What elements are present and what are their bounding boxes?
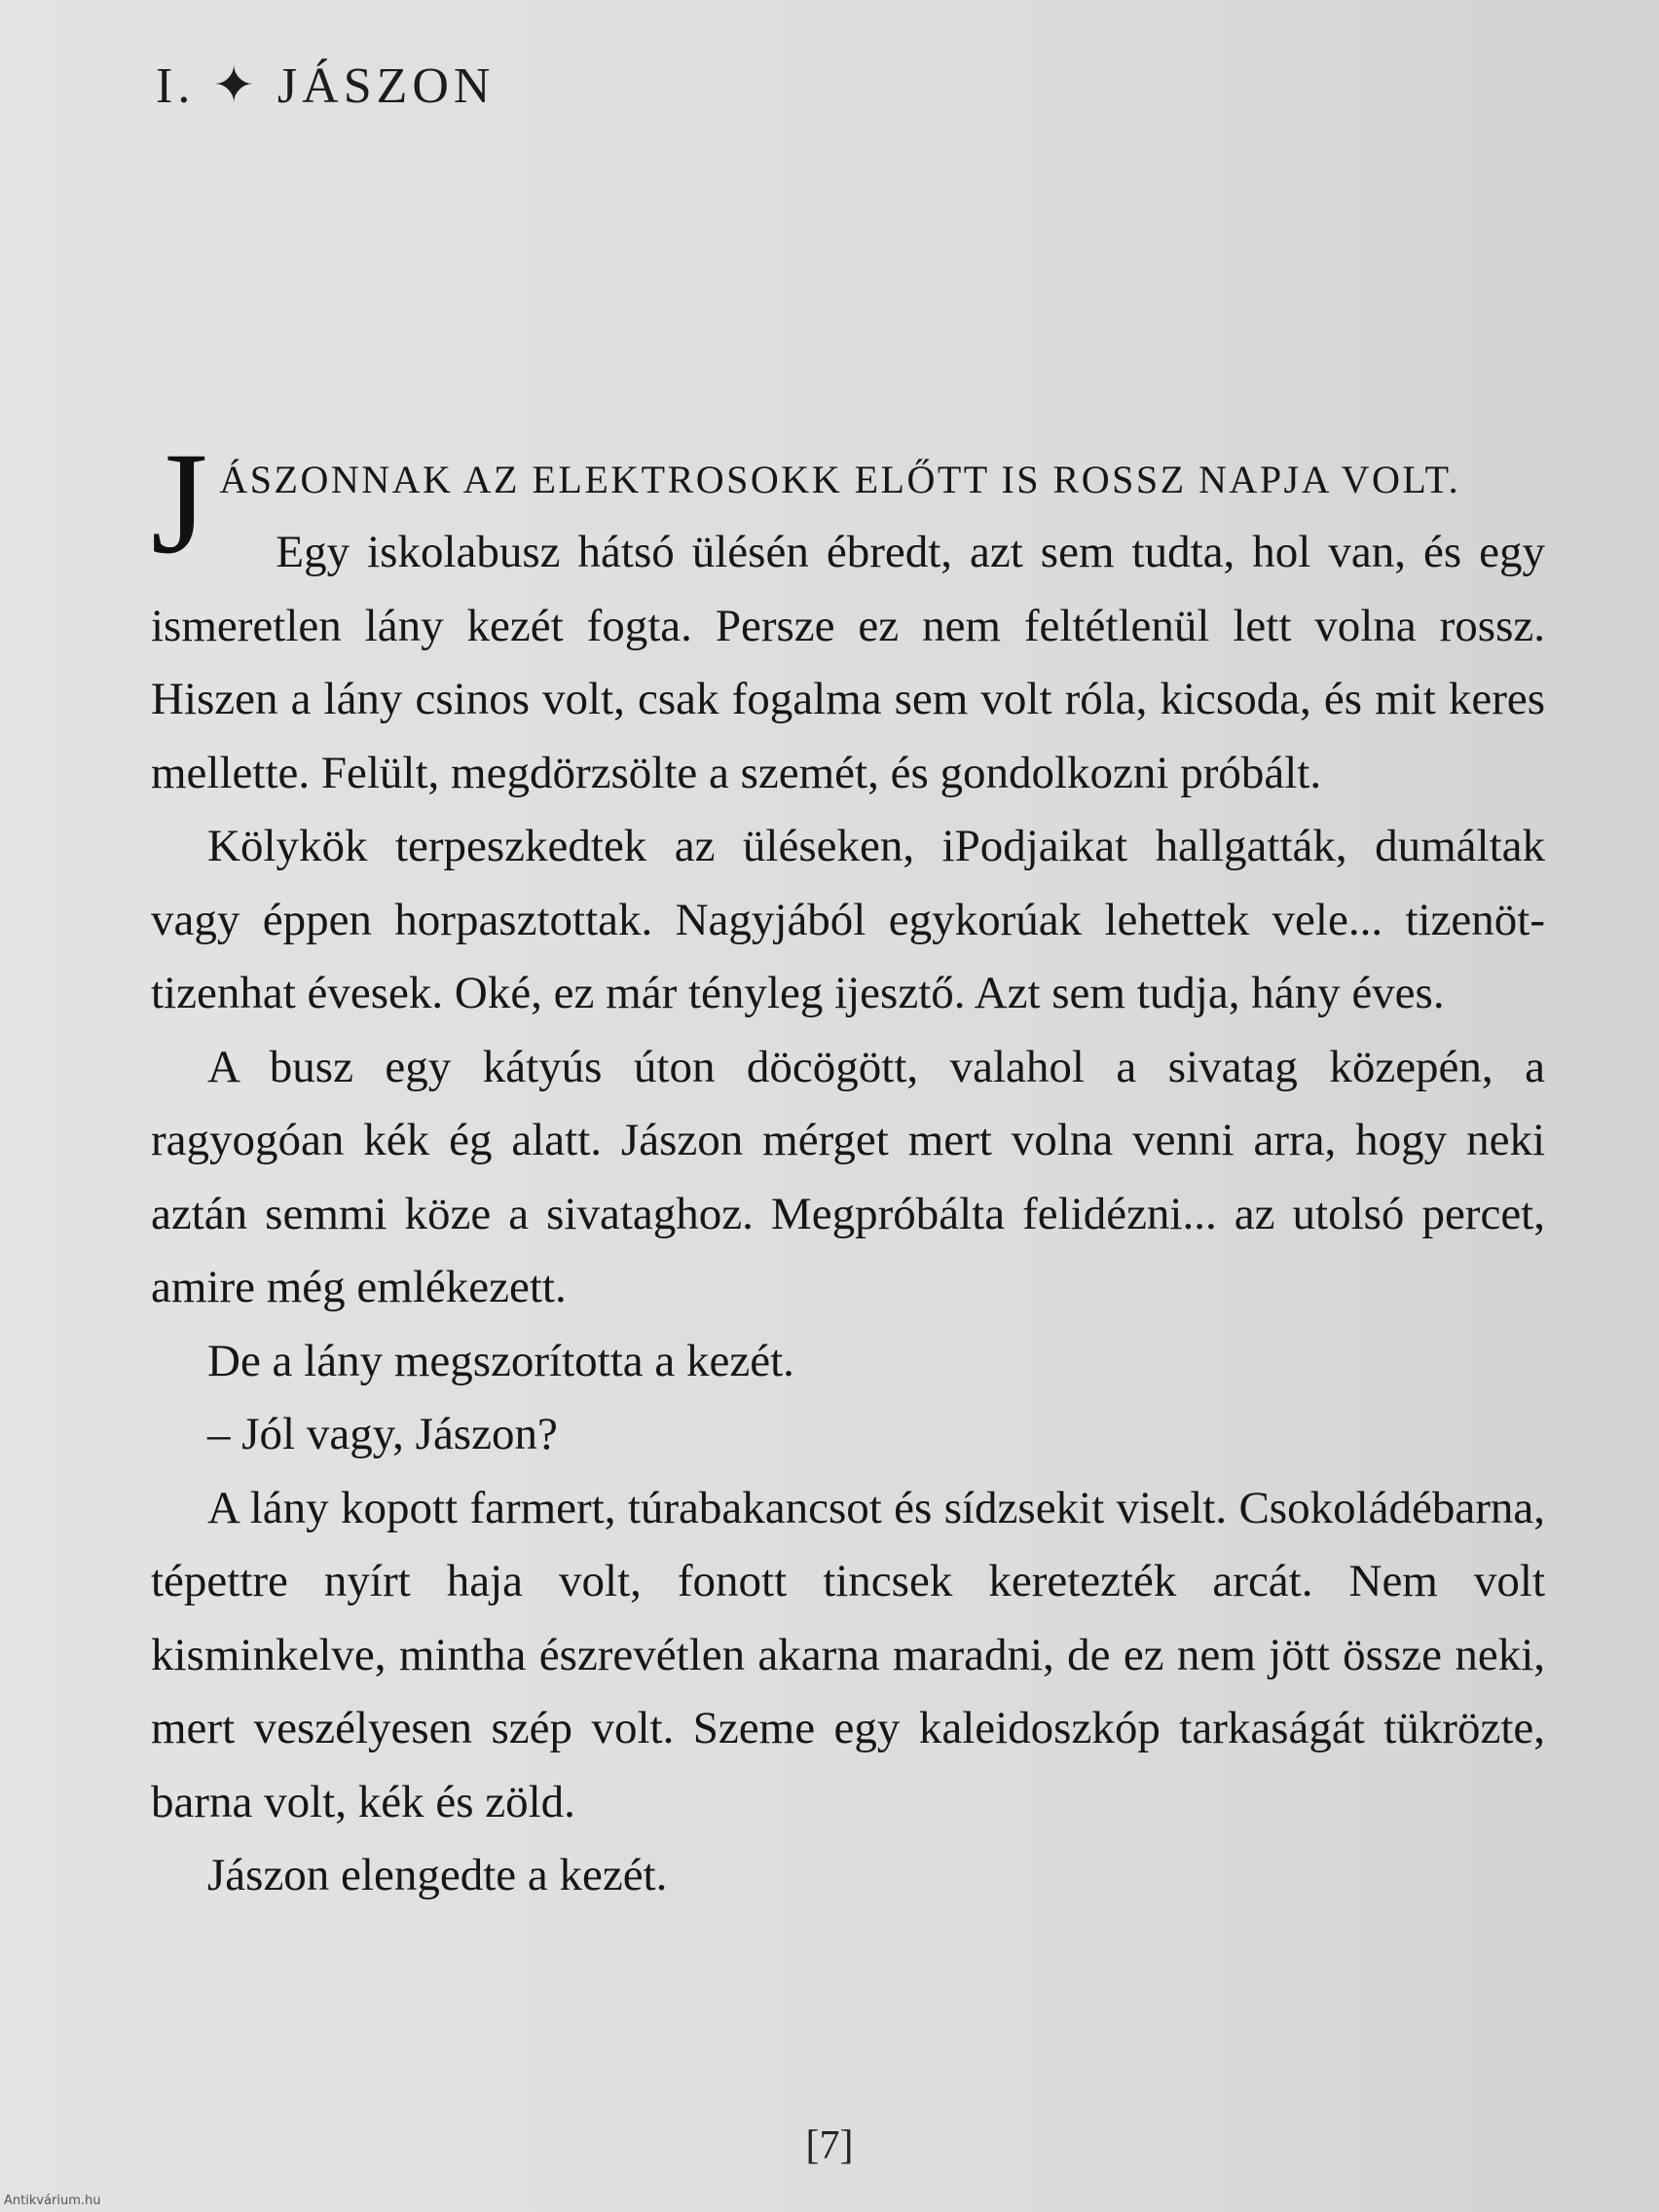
chapter-separator-icon: ✦ — [212, 58, 260, 114]
chapter-number: I. — [156, 58, 196, 114]
opening-paragraph — [151, 423, 1545, 810]
paragraph: De a lány megszorította a kezét. — [207, 1335, 794, 1386]
chapter-title: JÁSZON — [276, 58, 496, 114]
page-number: [7] — [805, 2123, 854, 2168]
chapter-heading — [156, 56, 495, 115]
paragraph: Kölykök terpeszkedtek az üléseken, iPodjaikat hallgatták, dumáltak vagy éppen horpasztottak. Nagyjából egykorúak lehettek vele... tizenöt-tizenhat évesek. Oké, ez már tényleg ijesztő. Azt sem tudja, hány éves. — [151, 821, 1545, 1018]
paragraph: A lány kopott farmert, túrabakancsot és sídzsekit viselt. Csokoládébarna, tépettre nyírt haja volt, fonott tincsek keretezték arcát. Nem volt kisminkelve, mintha észrevétlen akarna maradni, de ez nem jött össze neki, mert veszélyesen szép volt. Szeme egy kaleidoszkóp tarkaságát tükrözte, barna volt, kék és zöld. — [151, 1482, 1545, 1827]
paragraph: A busz egy kátyús úton döcögött, valahol a sivatag közepén, a ragyogóan kék ég alatt. Jászon mérget mert volna venni arra, hogy neki aztán semmi köze a sivataghoz. Megpróbálta felidézni... az utolsó percet, amire még emlékezett. — [151, 1041, 1545, 1312]
opening-continuation: Egy iskolabusz hátsó ülésén ébredt, azt sem tudta, hol van, és egy ismeretlen lány kezét fogta. Persze ez nem feltétlenül lett volna rossz. Hiszen a lány csinos volt, csak fogalma sem volt róla, kicsoda, és mit keres mellette. Felült, megdörzsölte a szemét, és gondolkozni próbált. — [151, 527, 1545, 798]
dialogue-line: – Jól vagy, Jászon? — [207, 1409, 558, 1459]
drop-cap: J — [151, 423, 208, 584]
body-text — [151, 423, 1545, 1913]
paragraph: Jászon elengedte a kezét. — [207, 1850, 668, 1900]
watermark: Antikvárium.hu — [4, 2194, 101, 2208]
opening-first-line: ÁSZONNAK AZ ELEKTROSOKK ELŐTT IS ROSSZ NAPJA VOLT. — [219, 458, 1461, 501]
